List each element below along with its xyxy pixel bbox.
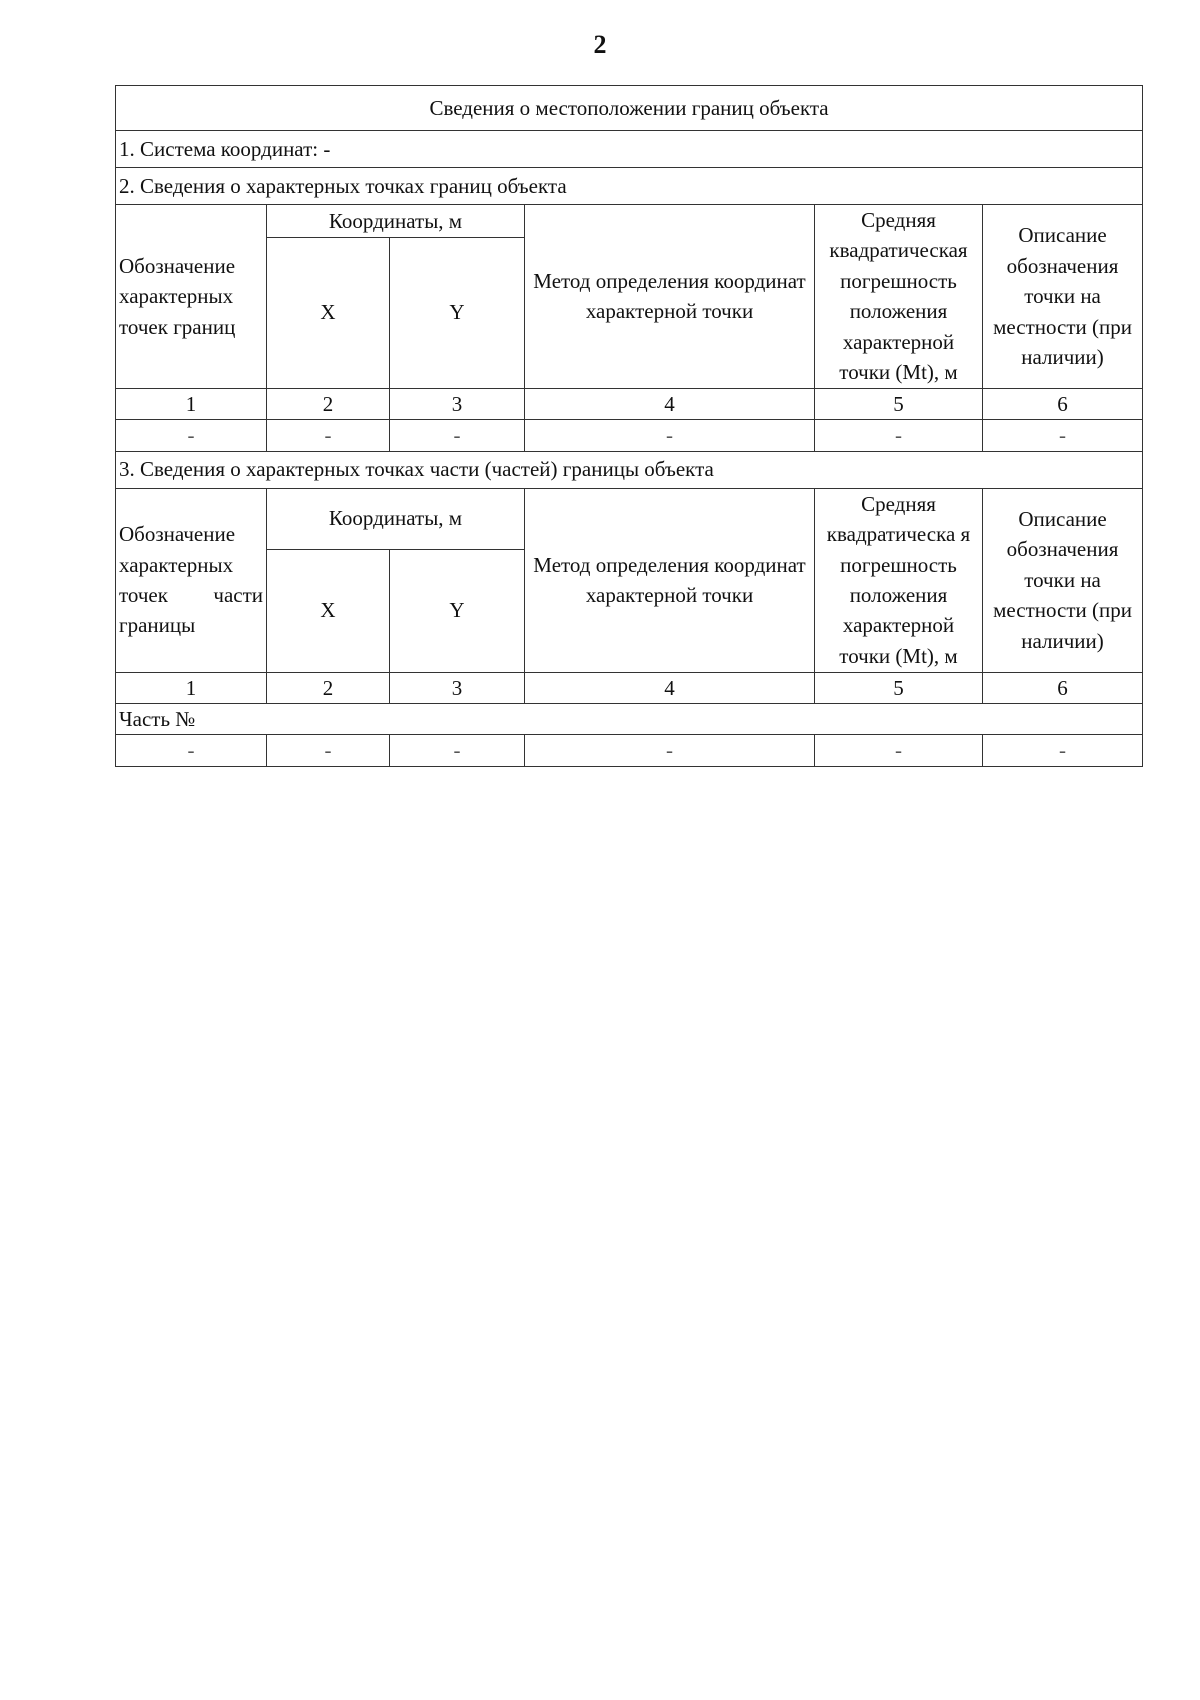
coordinate-system-label: 1. Система координат: -	[116, 131, 1143, 168]
header-x: X	[267, 237, 390, 388]
table-row	[116, 735, 1143, 766]
section-1-row	[116, 131, 1143, 168]
section-3-heading: 3. Сведения о характерных точках части (частей) границы объекта	[116, 451, 1143, 488]
section-3-header-row-1	[116, 488, 1143, 549]
column-number: 3	[390, 388, 525, 419]
column-number: 5	[815, 672, 983, 703]
section-2-heading: 2. Сведения о характерных точках границ объекта	[116, 168, 1143, 205]
header-mean-error: Средняя квадратическа я погрешность положения характерной точки (Mt), м	[815, 488, 983, 672]
table-cell: -	[116, 420, 267, 451]
section-3-row	[116, 451, 1143, 488]
table-cell: -	[983, 420, 1143, 451]
column-number: 2	[267, 672, 390, 703]
column-number: 5	[815, 388, 983, 419]
column-number: 1	[116, 672, 267, 703]
column-number: 1	[116, 388, 267, 419]
section-2-header-row-1	[116, 205, 1143, 238]
table-cell: -	[390, 735, 525, 766]
header-point-designation: Обозначение характерных точек границ	[116, 205, 267, 389]
header-x: X	[267, 549, 390, 672]
column-number: 3	[390, 672, 525, 703]
header-y: Y	[390, 549, 525, 672]
table-row	[116, 420, 1143, 451]
header-y: Y	[390, 237, 525, 388]
table-cell: -	[525, 420, 815, 451]
section-2-column-numbers	[116, 388, 1143, 419]
section-3-column-numbers	[116, 672, 1143, 703]
table-cell: -	[390, 420, 525, 451]
section-2-row	[116, 168, 1143, 205]
header-coordinates: Координаты, м	[267, 205, 525, 238]
table-cell: -	[983, 735, 1143, 766]
table-cell: -	[267, 420, 390, 451]
header-mean-error: Средняя квадратическая погрешность положения характерной точки (Mt), м	[815, 205, 983, 389]
table-cell: -	[525, 735, 815, 766]
column-number: 6	[983, 388, 1143, 419]
boundary-info-table	[115, 85, 1143, 767]
header-coordinates: Координаты, м	[267, 488, 525, 549]
column-number: 2	[267, 388, 390, 419]
page-number: 2	[593, 30, 607, 59]
header-method: Метод определения координат характерной точки	[525, 205, 815, 389]
table-cell: -	[116, 735, 267, 766]
header-point-designation: Обозначение характерных точек части границы	[116, 488, 267, 672]
table-cell: -	[815, 420, 983, 451]
table-cell: -	[815, 735, 983, 766]
table-title: Сведения о местоположении границ объекта	[116, 86, 1143, 131]
part-label: Часть №	[116, 703, 1143, 734]
header-point-description: Описание обозначения точки на местности (при наличии)	[983, 488, 1143, 672]
part-row	[116, 703, 1143, 734]
table-cell: -	[267, 735, 390, 766]
column-number: 4	[525, 388, 815, 419]
table-title-row	[116, 86, 1143, 131]
column-number: 4	[525, 672, 815, 703]
column-number: 6	[983, 672, 1143, 703]
header-point-description: Описание обозначения точки на местности (при наличии)	[983, 205, 1143, 389]
header-method: Метод определения координат характерной точки	[525, 488, 815, 672]
